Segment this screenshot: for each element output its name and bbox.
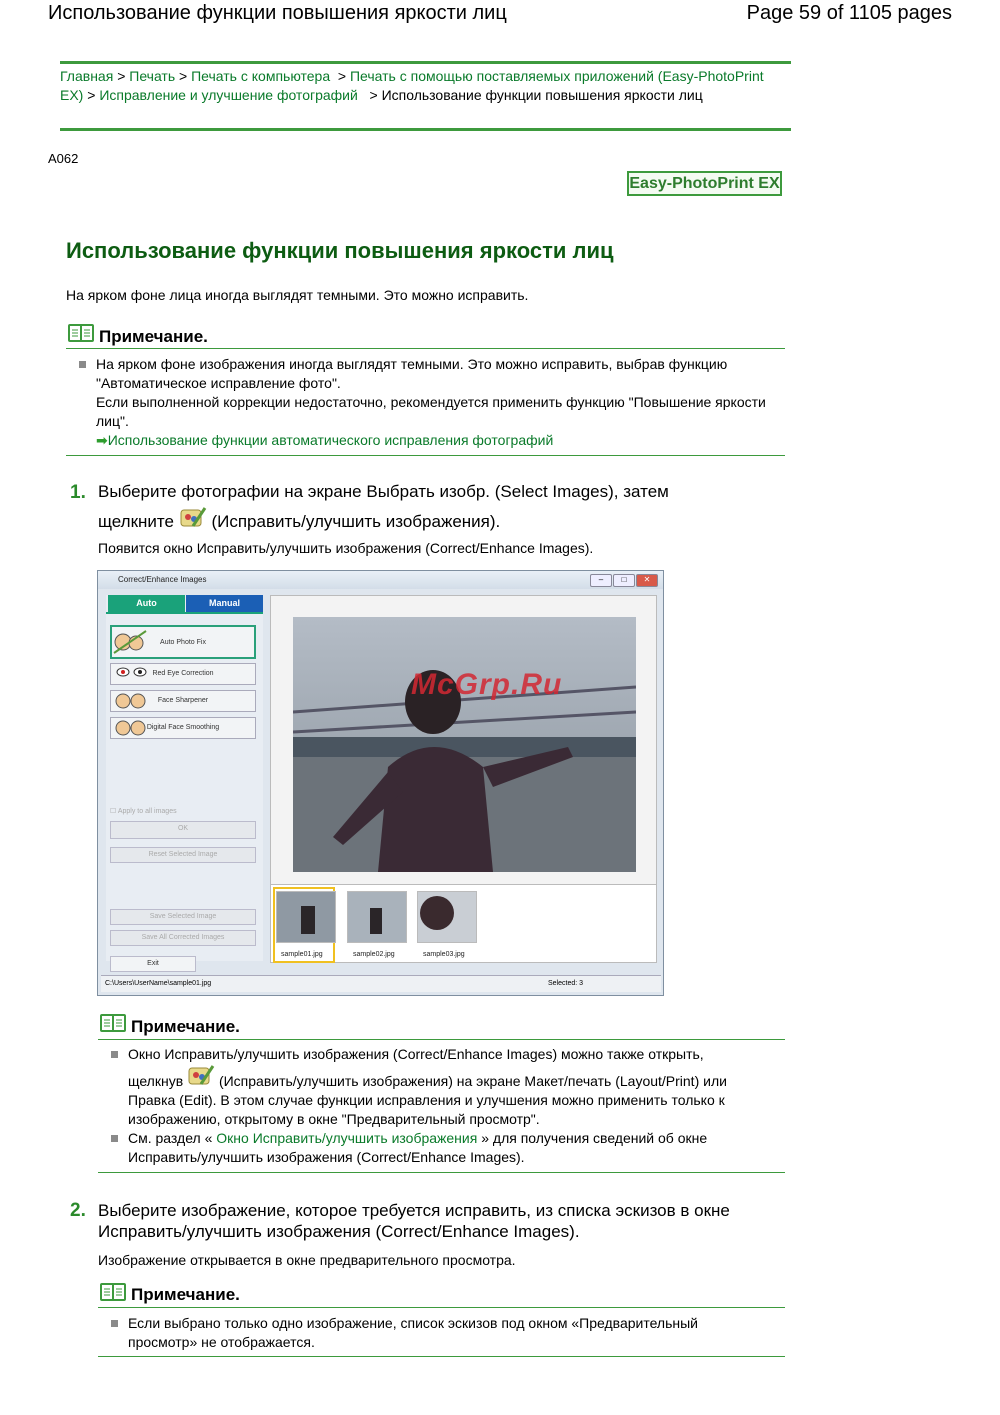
breadcrumb-separator: > [369, 87, 378, 103]
tab-underline [106, 612, 263, 614]
thumbnail-sample02[interactable] [347, 891, 407, 943]
window-titlebar [98, 571, 663, 589]
window-title: Correct/Enhance Images [118, 575, 207, 584]
auto-photo-fix-link[interactable]: Использование функции автоматического исправления фотографий [107, 432, 554, 448]
thumbnail-sample03[interactable] [417, 891, 477, 943]
minimize-icon[interactable]: – [590, 574, 612, 587]
correct-enhance-icon [179, 506, 207, 530]
note-text: Если выполненной коррекции недостаточно, рекомендуется применить функцию "Повышение яркости лиц". [96, 394, 766, 429]
note-text: щелкнув [128, 1073, 184, 1089]
list-item [110, 1045, 780, 1129]
breadcrumb-separator: > [117, 68, 126, 84]
breadcrumb-home[interactable]: Главная [60, 68, 114, 84]
ok-button[interactable]: OK [110, 821, 256, 839]
maximize-icon[interactable]: □ [613, 574, 635, 587]
apply-all-checkbox[interactable]: ☐ Apply to all images [110, 808, 177, 815]
correct-enhance-window-link[interactable]: Окно Исправить/улучшить изображения [216, 1130, 478, 1146]
step-text-part: (Исправить/улучшить изображения). [211, 512, 501, 531]
save-all-button[interactable]: Save All Corrected Images [110, 930, 256, 946]
red-eye-icon [114, 666, 150, 682]
auto-photo-fix-button[interactable]: Auto Photo Fix [110, 625, 256, 659]
note-divider [66, 455, 785, 456]
thumbnail-label: sample01.jpg [281, 951, 323, 958]
note-text: » для получения сведений об окне Исправить/улучшить изображения (Correct/Enhance Images). [128, 1130, 708, 1165]
status-selected: Selected: 3 [548, 980, 584, 987]
step-text: Выберите изображение, которое требуется исправить, из списка эскизов в окне Исправить/улучшить изображения (Correct/Enhance Images). [98, 1201, 730, 1241]
reset-selected-button[interactable]: Reset Selected Image [110, 847, 256, 863]
note-divider [98, 1307, 785, 1308]
thumbnail-list [270, 884, 657, 963]
save-selected-button[interactable]: Save Selected Image [110, 909, 256, 925]
arrow-right-icon: ➡ [96, 432, 108, 448]
thumbnail-sample01[interactable] [276, 891, 336, 943]
document-id: A062 [48, 151, 79, 166]
face-smoothing-icon [114, 719, 148, 737]
note-list [110, 1045, 780, 1167]
note-heading: Примечание. [131, 1017, 240, 1036]
note-divider [66, 348, 785, 349]
breadcrumb-print-from-computer[interactable]: Печать с компьютера [191, 68, 331, 84]
digital-face-smoothing-button[interactable]: Digital Face Smoothing [110, 717, 256, 739]
note-text: Правка (Edit). В этом случае функции исправления и улучшения можно применить только к изображению, открытому в окне "Предварительный просмотр". [128, 1092, 725, 1127]
correct-enhance-window [97, 570, 664, 996]
thumbnail-label: sample03.jpg [423, 951, 465, 958]
note-text: На ярком фоне изображения иногда выглядят темными. Это можно исправить, выбрав функцию "Автоматическое исправление фото". [96, 356, 728, 391]
status-bar [101, 975, 661, 992]
step-number: 2. [70, 1200, 86, 1221]
note-divider [98, 1172, 785, 1173]
note-heading: Примечание. [99, 327, 208, 346]
intro-text: На ярком фоне лица иногда выглядят темными. Это можно исправить. [66, 287, 529, 303]
list-item: Если выбрано только одно изображение, список эскизов под окном «Предварительный просмотр» не отображается. [110, 1314, 760, 1352]
page-header-title: Использование функции повышения яркости лиц [48, 2, 507, 24]
step-subtext: Изображение открывается в окне предварительного просмотра. [98, 1252, 516, 1268]
face-sharpener-icon [114, 692, 148, 710]
watermark: McGrp.Ru [411, 668, 563, 701]
breadcrumb-separator: > [179, 68, 188, 84]
note-list [78, 355, 778, 450]
apply-all-label: Apply to all images [117, 808, 177, 815]
list-item [78, 355, 778, 450]
breadcrumb-separator: > [87, 87, 96, 103]
exit-button[interactable]: Exit [110, 956, 196, 972]
note-text: Окно Исправить/улучшить изображения (Correct/Enhance Images) можно также открыть, [128, 1046, 704, 1062]
thumbnail-label: sample02.jpg [353, 951, 395, 958]
note-divider [98, 1356, 785, 1357]
breadcrumb-correct-enhance[interactable]: Исправление и улучшение фотографий [99, 87, 358, 103]
note-text: См. раздел « [128, 1130, 213, 1146]
close-icon[interactable]: ✕ [636, 574, 658, 587]
correct-enhance-icon [187, 1064, 215, 1088]
step-text-part: щелкните [98, 512, 174, 531]
note-list [110, 1314, 760, 1352]
top-rule [60, 61, 791, 64]
tab-auto[interactable]: Auto [108, 595, 185, 612]
breadcrumb-separator: > [337, 68, 347, 84]
page-counter: Page 59 of 1105 pages [746, 2, 952, 24]
note-heading: Примечание. [131, 1285, 240, 1304]
note-book-icon [99, 1282, 127, 1302]
note-divider [98, 1039, 785, 1040]
page-title: Использование функции повышения яркости лиц [66, 238, 614, 263]
step-number: 1. [70, 482, 86, 503]
faces-icon [110, 629, 150, 655]
face-sharpener-button[interactable]: Face Sharpener [110, 690, 256, 712]
bottom-rule [60, 128, 791, 131]
step-subtext: Появится окно Исправить/улучшить изображения (Correct/Enhance Images). [98, 540, 594, 556]
note-book-icon [99, 1013, 127, 1033]
breadcrumb-current: Использование функции повышения яркости лиц [381, 87, 703, 103]
breadcrumb-easy-photoprint[interactable]: Печать с помощью поставляемых приложений (Easy-PhotoPrint EX) [60, 68, 764, 103]
red-eye-correction-button[interactable]: Red Eye Correction [110, 663, 256, 685]
breadcrumb [60, 67, 780, 105]
step-text-part: Выберите фотографии на экране Выбрать изобр. (Select Images), затем [98, 482, 669, 501]
step-text [98, 478, 788, 536]
preview-photo[interactable] [293, 617, 636, 872]
product-badge: Easy-PhotoPrint EX [627, 171, 782, 196]
tab-manual[interactable]: Manual [186, 595, 263, 612]
status-path: C:\Users\UserName\sample01.jpg [105, 980, 212, 987]
note-book-icon [67, 323, 95, 343]
note-text: (Исправить/улучшить изображения) на экране Макет/печать (Layout/Print) или [218, 1073, 727, 1089]
breadcrumb-print[interactable]: Печать [129, 68, 176, 84]
preview-area [270, 595, 657, 885]
list-item [110, 1129, 780, 1167]
